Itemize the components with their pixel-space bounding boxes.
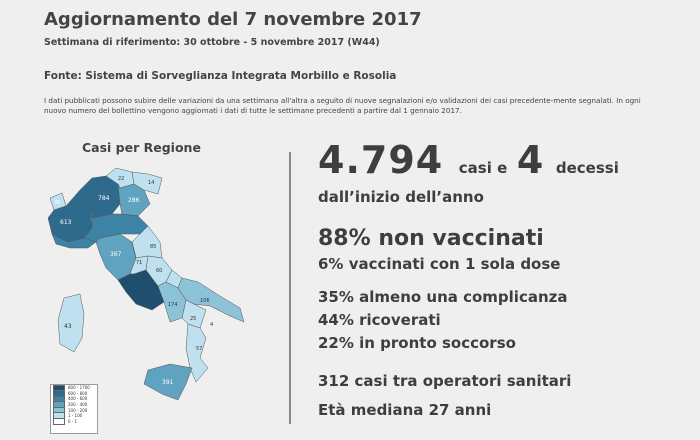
legend-rows (51, 385, 97, 424)
legend-label: 100 - 200 (68, 407, 88, 413)
vertical-divider (289, 152, 291, 424)
cases-line (318, 138, 619, 182)
label-friuli: 14 (148, 180, 155, 186)
label-sicilia: 391 (162, 379, 174, 386)
region-map-panel (40, 138, 280, 438)
label-valle-daosta: 35 (54, 200, 61, 206)
legend-label: 1 - 100 (68, 413, 83, 419)
one-dose: 6% vaccinati con 1 sola dose (318, 255, 561, 273)
header (44, 8, 680, 48)
data-source: Fonte: Sistema di Sorveglianza Integrata Morbillo e Rosolia (44, 70, 397, 82)
legend-item (51, 419, 97, 425)
median-age: Età mediana 27 anni (318, 401, 492, 419)
legend-label: 600 - 800 (68, 390, 88, 396)
label-piemonte: 613 (60, 219, 72, 226)
label-puglia: 106 (200, 298, 210, 304)
hospitalized: 44% ricoverati (318, 311, 441, 329)
label-calabria-south: 57 (196, 346, 203, 352)
reference-week: Settimana di riferimento: 30 ottobre - 5 novembre 2017 (W44) (44, 37, 380, 48)
not-vaccinated: 88% non vaccinati (318, 226, 544, 251)
legend-label: 800 - 1700 (68, 385, 90, 391)
legend-label: 200 - 400 (68, 402, 88, 408)
label-campania: 174 (168, 302, 178, 308)
complication: 35% almeno una complicanza (318, 288, 568, 306)
emergency: 22% in pronto soccorso (318, 334, 516, 352)
cases-number: 4.794 (318, 138, 444, 182)
since-start: dall’inizio dell’anno (318, 188, 484, 206)
label-umbria: 71 (136, 260, 143, 266)
deaths-number: 4 (516, 138, 545, 182)
label-basilicata: 25 (190, 316, 197, 322)
legend-swatch (53, 418, 65, 425)
map-title: Casi per Regione (82, 140, 201, 155)
health-workers: 312 casi tra operatori sanitari (318, 372, 572, 390)
label-veneto: 286 (128, 197, 140, 204)
disclaimer: I dati pubblicati possono subire delle variazioni da una settimana all'altra a seguito di nuove segnalazioni e/o validazioni dei casi precedente-mente segnalati. In ogni nuovo numero del bollettino vengono aggiornati i dati di tutte le settimane precedenti a partire dal 1 gennaio 2017. (44, 96, 641, 115)
label-sardegna: 43 (64, 323, 72, 330)
deaths-label: decessi (555, 159, 619, 177)
legend-label: 0 - 1 (68, 418, 78, 424)
map-legend (50, 384, 98, 434)
label-trentino: 22 (118, 176, 125, 182)
label-abruzzo: 60 (156, 268, 163, 274)
label-lombardia: 784 (98, 195, 110, 202)
cases-label: casi e (458, 159, 508, 177)
label-calabria: 4 (210, 322, 214, 328)
legend-label: 400 - 600 (68, 396, 88, 402)
page-title: Aggiornamento del 7 novembre 2017 (44, 9, 422, 30)
label-toscana: 367 (110, 251, 122, 258)
label-marche: 85 (150, 244, 157, 250)
